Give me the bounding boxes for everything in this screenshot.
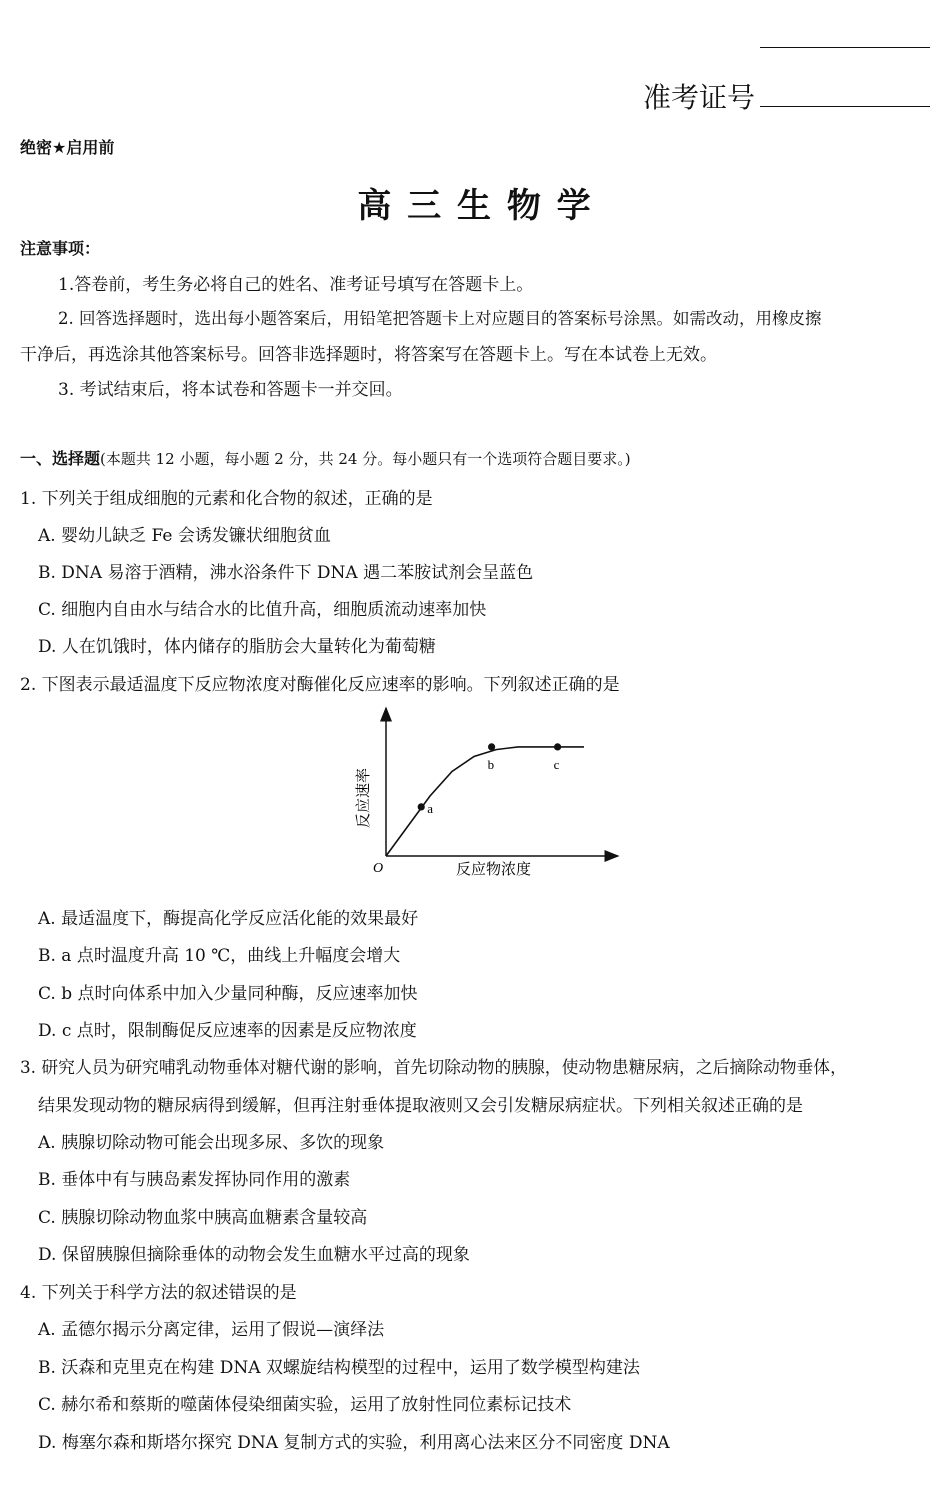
note-item-2: 2. 回答选择题时，选出每小题答案后，用铅笔把答题卡上对应题目的答案标号涂黑。如需改动，用橡皮擦 — [58, 309, 822, 328]
q3-option-d: D. 保留胰腺但摘除垂体的动物会发生血糖水平过高的现象 — [38, 1245, 470, 1265]
q4-option-c: C. 赫尔希和蔡斯的噬菌体侵染细菌实验，运用了放射性同位素标记技术 — [38, 1395, 572, 1415]
secret-label: 绝密★启用前 — [20, 138, 115, 157]
q2-option-d: D. c 点时，限制酶促反应速率的因素是反应物浓度 — [38, 1021, 417, 1041]
reaction-rate-chart — [330, 700, 630, 885]
origin-label: O — [373, 861, 384, 876]
q1-option-d: D. 人在饥饿时，体内储存的脂肪会大量转化为葡萄糖 — [38, 637, 436, 657]
x-axis-label: 反应物浓度 — [456, 860, 532, 878]
q2-option-a: A. 最适温度下，酶提高化学反应活化能的效果最好 — [38, 909, 419, 929]
q1-option-a: A. 婴幼儿缺乏 Fe 会诱发镰状细胞贫血 — [38, 526, 331, 546]
header-top-blank-line — [760, 47, 930, 48]
section-heading: 一、选择题 — [20, 449, 101, 468]
y-axis-label: 反应速率 — [354, 767, 372, 828]
q1-stem: 1. 下列关于组成细胞的元素和化合物的叙述，正确的是 — [20, 489, 433, 509]
q1-option-c: C. 细胞内自由水与结合水的比值升高，细胞质流动速率加快 — [38, 600, 487, 620]
point-label-a: a — [427, 800, 433, 816]
section-heading-row — [20, 446, 631, 469]
point-a — [418, 803, 425, 810]
q2-option-c: C. b 点时向体系中加入少量同种酶，反应速率加快 — [38, 984, 418, 1004]
point-c — [554, 743, 561, 750]
q3-option-c: C. 胰腺切除动物血浆中胰高血糖素含量较高 — [38, 1208, 368, 1228]
q2-option-b: B. a 点时温度升高 10 ℃，曲线上升幅度会增大 — [38, 946, 401, 966]
point-label-c: c — [553, 756, 560, 772]
note-item-2-cont: 干净后，再选涂其他答案标号。回答非选择题时，将答案写在答题卡上。写在本试卷上无效。 — [20, 345, 717, 365]
note-item-3: 3. 考试结束后，将本试卷和答题卡一并交回。 — [58, 380, 403, 400]
note-item-1: 1.答卷前，考生务必将自己的姓名、准考证号填写在答题卡上。 — [58, 275, 534, 295]
exam-id-label: 准考证号 — [643, 81, 756, 114]
section-note: (本题共 12 小题，每小题 2 分，共 24 分。每小题只有一个选项符合题目要求。) — [100, 450, 631, 468]
q2-stem: 2. 下图表示最适温度下反应物浓度对酶催化反应速率的影响。下列叙述正确的是 — [20, 675, 620, 695]
q3-stem-line-1: 3. 研究人员为研究哺乳动物垂体对糖代谢的影响，首先切除动物的胰腺，使动物患糖尿病，之后摘除动物垂体， — [20, 1057, 847, 1077]
page-title: 高 三 生 物 学 — [357, 186, 593, 226]
q3-option-a: A. 胰腺切除动物可能会出现多尿、多饮的现象 — [38, 1133, 385, 1153]
point-b — [488, 743, 495, 750]
q3-stem-line-2: 结果发现动物的糖尿病得到缓解，但再注射垂体提取液则又会引发糖尿病症状。下列相关叙述正确的是 — [38, 1096, 803, 1116]
q4-stem: 4. 下列关于科学方法的叙述错误的是 — [20, 1283, 297, 1303]
exam-id-blank-line — [760, 106, 930, 107]
point-label-b: b — [487, 756, 495, 772]
q4-option-a: A. 孟德尔揭示分离定律，运用了假说—演绎法 — [38, 1320, 385, 1340]
q3-option-b: B. 垂体中有与胰岛素发挥协同作用的激素 — [38, 1170, 351, 1190]
q4-option-d: D. 梅塞尔森和斯塔尔探究 DNA 复制方式的实验，利用离心法来区分不同密度 DNA — [38, 1433, 670, 1453]
q4-option-b: B. 沃森和克里克在构建 DNA 双螺旋结构模型的过程中，运用了数学模型构建法 — [38, 1358, 640, 1378]
q1-option-b: B. DNA 易溶于酒精，沸水浴条件下 DNA 遇二苯胺试剂会呈蓝色 — [38, 563, 534, 583]
notes-heading: 注意事项： — [20, 239, 101, 258]
